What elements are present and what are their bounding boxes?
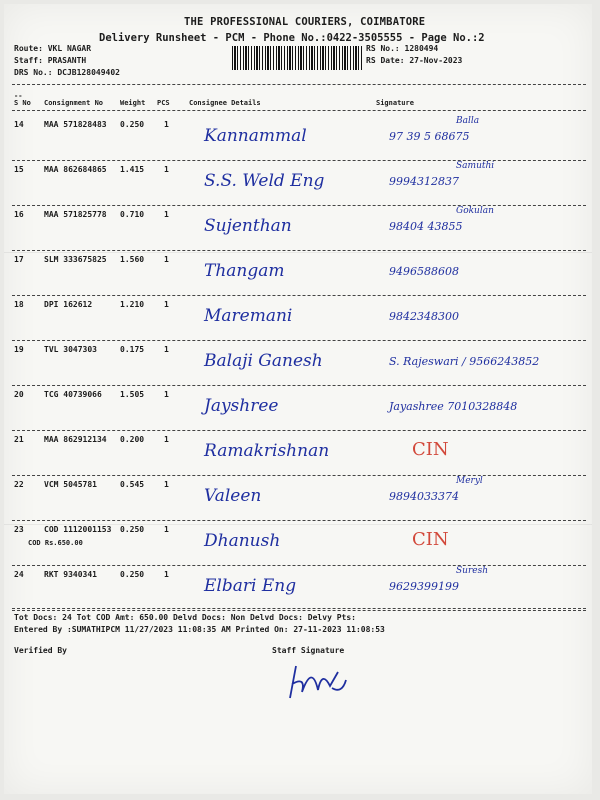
- runsheet-page: [4, 4, 592, 794]
- rs-date: RS Date: 27-Nov-2023: [366, 56, 463, 65]
- row-pcs: 1: [164, 255, 169, 264]
- row-weight: 0.710: [120, 210, 145, 219]
- receiver-signature-phone: 9894033374: [389, 490, 459, 503]
- runsheet-subtitle: Delivery Runsheet - PCM - Phone No.:0422-3505555 - Page No.:2: [99, 32, 485, 44]
- table-row: [4, 386, 592, 431]
- receiver-signature-phone: 98404 43855: [389, 220, 463, 233]
- receiver-name-note: Balla: [456, 116, 480, 126]
- row-pcs: 1: [164, 165, 169, 174]
- verified-by-label: Verified By: [14, 646, 67, 655]
- row-pcs: 1: [164, 300, 169, 309]
- header-divider: [12, 84, 586, 85]
- row-sno: 17: [14, 255, 24, 264]
- receiver-signature-phone: S. Rajeswari / 9566243852: [389, 355, 540, 368]
- receiver-signature-phone: 9496588608: [389, 265, 459, 278]
- consignee-handwritten-name: Jayshree: [204, 396, 279, 416]
- table-row: [4, 161, 592, 206]
- receiver-name-note: Samuthi: [456, 161, 495, 171]
- consignee-handwritten-name: Kannammal: [204, 126, 307, 146]
- row-sno: 24: [14, 570, 24, 579]
- row-pcs: 1: [164, 345, 169, 354]
- table-row: [4, 431, 592, 476]
- row-consignment-no: MAA 862912134: [44, 435, 107, 444]
- consignee-handwritten-name: Sujenthan: [204, 216, 292, 236]
- table-row: [4, 251, 592, 296]
- table-row: [4, 566, 592, 611]
- row-weight: 0.250: [120, 120, 145, 129]
- table-row: [4, 476, 592, 521]
- consignee-handwritten-name: Ramakrishnan: [204, 441, 330, 461]
- col-sno: S No: [14, 99, 31, 107]
- row-weight: 0.250: [120, 525, 145, 534]
- consignee-handwritten-name: Balaji Ganesh: [204, 351, 323, 371]
- row-weight: 1.560: [120, 255, 145, 264]
- row-consignment-no: TVL 3047303: [44, 345, 97, 354]
- row-sno: 23: [14, 525, 24, 534]
- receiver-name-note: Suresh: [456, 566, 489, 576]
- column-header-divider: [12, 110, 586, 111]
- table-row: [4, 206, 592, 251]
- row-sno: 15: [14, 165, 24, 174]
- row-pcs: 1: [164, 390, 169, 399]
- row-pcs: 1: [164, 570, 169, 579]
- row-sno: 18: [14, 300, 24, 309]
- col-consignee-details: Consignee Details: [189, 99, 261, 107]
- row-divider: [12, 610, 586, 611]
- row-weight: 1.210: [120, 300, 145, 309]
- row-consignment-no: COD 1112001153: [44, 525, 112, 534]
- cin-stamp: CIN: [412, 529, 449, 550]
- totals-line: Tot Docs: 24 Tot COD Amt: 650.00 Delvd Docs: Non Delvd Docs: Delvy Pts:: [14, 613, 356, 622]
- receiver-signature-phone: 97 39 5 68675: [389, 130, 470, 143]
- col-weight: Weight: [120, 99, 146, 107]
- entered-by-line: Entered By :SUMATHIPCM 11/27/2023 11:08:35 AM Printed On: 27-11-2023 11:08:53: [14, 625, 385, 634]
- table-row: [4, 341, 592, 386]
- cod-amount: COD Rs.650.00: [28, 539, 83, 547]
- col-consignment: Consignment No: [44, 99, 104, 107]
- table-row: [4, 521, 592, 566]
- receiver-signature-phone: 9842348300: [389, 310, 459, 323]
- row-consignment-no: VCM 5045781: [44, 480, 97, 489]
- dash-marks: --: [14, 92, 23, 100]
- receiver-signature-phone: 9629399199: [389, 580, 459, 593]
- rs-number: RS No.: 1280494: [366, 44, 439, 53]
- row-consignment-no: SLM 333675825: [44, 255, 107, 264]
- table-row: [4, 296, 592, 341]
- row-weight: 0.200: [120, 435, 145, 444]
- row-sno: 21: [14, 435, 24, 444]
- row-sno: 19: [14, 345, 24, 354]
- row-sno: 22: [14, 480, 24, 489]
- row-pcs: 1: [164, 210, 169, 219]
- company-title: THE PROFESSIONAL COURIERS, COIMBATORE: [184, 16, 426, 28]
- receiver-signature-phone: 9994312837: [389, 175, 459, 188]
- barcode-image: [232, 46, 362, 70]
- row-weight: 1.505: [120, 390, 145, 399]
- receiver-signature-phone: Jayashree 7010328848: [389, 400, 518, 413]
- staff-signature-scribble: [282, 660, 352, 706]
- drs-label: DRS No.: DCJB128049402: [14, 68, 120, 77]
- row-consignment-no: DPI 162612: [44, 300, 93, 309]
- consignee-handwritten-name: Maremani: [204, 306, 293, 326]
- consignee-handwritten-name: Thangam: [204, 261, 285, 281]
- consignee-handwritten-name: Elbari Eng: [204, 576, 297, 596]
- receiver-name-note: Gokulan: [456, 206, 494, 216]
- row-consignment-no: RKT 9340341: [44, 570, 97, 579]
- row-consignment-no: MAA 862684865: [44, 165, 107, 174]
- table-row: [4, 116, 592, 161]
- row-pcs: 1: [164, 435, 169, 444]
- row-weight: 0.250: [120, 570, 145, 579]
- row-consignment-no: TCG 40739066: [44, 390, 102, 399]
- row-consignment-no: MAA 571825778: [44, 210, 107, 219]
- row-pcs: 1: [164, 120, 169, 129]
- row-weight: 0.545: [120, 480, 145, 489]
- row-pcs: 1: [164, 480, 169, 489]
- row-pcs: 1: [164, 525, 169, 534]
- consignee-handwritten-name: S.S. Weld Eng: [204, 171, 325, 191]
- staff-label: Staff: PRASANTH: [14, 56, 87, 65]
- row-sno: 16: [14, 210, 24, 219]
- col-signature: Signature: [376, 99, 414, 107]
- receiver-name-note: Meryl: [456, 476, 483, 486]
- row-sno: 14: [14, 120, 24, 129]
- row-consignment-no: MAA 571828483: [44, 120, 107, 129]
- consignee-handwritten-name: Valeen: [204, 486, 262, 506]
- row-sno: 20: [14, 390, 24, 399]
- consignee-handwritten-name: Dhanush: [204, 531, 281, 551]
- route-label: Route: VKL NAGAR: [14, 44, 92, 53]
- row-weight: 1.415: [120, 165, 145, 174]
- cin-stamp: CIN: [412, 439, 449, 460]
- staff-signature-label: Staff Signature: [272, 646, 345, 655]
- footer-divider: [12, 608, 586, 609]
- row-weight: 0.175: [120, 345, 145, 354]
- col-pcs: PCS: [157, 99, 170, 107]
